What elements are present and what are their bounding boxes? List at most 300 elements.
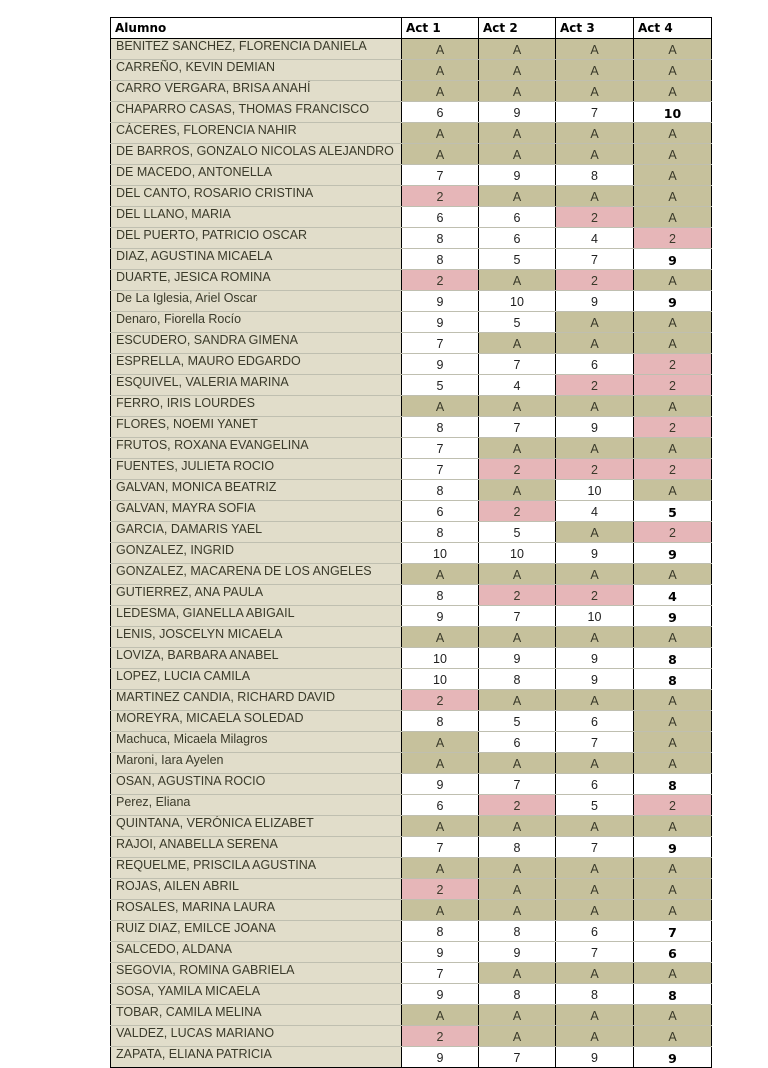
grade-act-1: 8	[402, 711, 479, 732]
grade-act-2: 6	[479, 228, 556, 249]
grade-act-1: A	[402, 396, 479, 417]
grade-act-1: 2	[402, 879, 479, 900]
grade-act-2: 10	[479, 291, 556, 312]
grade-act-1: 9	[402, 354, 479, 375]
grade-act-4: 4	[634, 585, 712, 606]
table-row	[111, 39, 712, 60]
grade-act-2: A	[479, 816, 556, 837]
grade-act-3: A	[556, 60, 634, 81]
grade-act-3: A	[556, 627, 634, 648]
student-name: BENITEZ SANCHEZ, FLORENCIA DANIELA	[111, 39, 402, 60]
table-row	[111, 501, 712, 522]
grade-act-4: A	[634, 81, 712, 102]
grade-act-2: 10	[479, 543, 556, 564]
table-row	[111, 795, 712, 816]
grade-act-2: A	[479, 480, 556, 501]
grade-act-2: A	[479, 690, 556, 711]
grade-act-3: 2	[556, 207, 634, 228]
grade-act-4: A	[634, 1026, 712, 1047]
grade-act-1: 10	[402, 543, 479, 564]
grade-act-1: 9	[402, 984, 479, 1005]
grade-act-1: 7	[402, 438, 479, 459]
table-row	[111, 207, 712, 228]
grade-act-3: 7	[556, 942, 634, 963]
grade-act-2: 7	[479, 417, 556, 438]
grade-act-1: 7	[402, 963, 479, 984]
grade-act-3: 6	[556, 774, 634, 795]
grade-act-4: 2	[634, 795, 712, 816]
table-row	[111, 690, 712, 711]
grade-act-1: A	[402, 123, 479, 144]
table-row	[111, 291, 712, 312]
student-name: ESPRELLA, MAURO EDGARDO	[111, 354, 402, 375]
grade-act-2: A	[479, 144, 556, 165]
grade-act-3: 9	[556, 291, 634, 312]
grade-act-1: A	[402, 753, 479, 774]
grade-act-2: A	[479, 879, 556, 900]
table-row	[111, 837, 712, 858]
grade-act-4: 6	[634, 942, 712, 963]
grade-act-1: 9	[402, 312, 479, 333]
grade-act-4: 8	[634, 984, 712, 1005]
grade-act-4: A	[634, 333, 712, 354]
table-row	[111, 438, 712, 459]
grade-act-3: A	[556, 81, 634, 102]
grade-act-1: 2	[402, 186, 479, 207]
table-row	[111, 627, 712, 648]
grade-act-3: A	[556, 963, 634, 984]
table-row	[111, 984, 712, 1005]
table-row	[111, 186, 712, 207]
grade-act-2: 8	[479, 669, 556, 690]
table-row	[111, 459, 712, 480]
student-name: Perez, Eliana	[111, 795, 402, 816]
student-name: FUENTES, JULIETA ROCIO	[111, 459, 402, 480]
grade-act-2: A	[479, 858, 556, 879]
grade-act-2: 5	[479, 312, 556, 333]
table-header	[111, 18, 712, 39]
grade-act-3: 4	[556, 228, 634, 249]
student-name: MARTINEZ CANDIA, RICHARD DAVID	[111, 690, 402, 711]
grade-act-4: A	[634, 123, 712, 144]
grade-act-2: 7	[479, 1047, 556, 1068]
table-row	[111, 942, 712, 963]
table-row	[111, 333, 712, 354]
grade-act-4: 2	[634, 354, 712, 375]
grade-act-3: A	[556, 123, 634, 144]
student-name: GONZALEZ, MACARENA DE LOS ANGELES	[111, 564, 402, 585]
grade-act-2: A	[479, 396, 556, 417]
student-name: GONZALEZ, INGRID	[111, 543, 402, 564]
grade-act-3: A	[556, 39, 634, 60]
table-row	[111, 144, 712, 165]
header-act-1: Act 1	[402, 18, 479, 39]
grade-act-2: 7	[479, 774, 556, 795]
grade-act-1: 6	[402, 795, 479, 816]
grade-act-1: 9	[402, 291, 479, 312]
table-row	[111, 753, 712, 774]
grade-act-2: A	[479, 123, 556, 144]
student-name: FERRO, IRIS LOURDES	[111, 396, 402, 417]
grade-act-2: 5	[479, 249, 556, 270]
grade-act-3: 7	[556, 102, 634, 123]
grade-act-1: 10	[402, 648, 479, 669]
grade-act-1: 9	[402, 942, 479, 963]
header-alumno: Alumno	[111, 18, 402, 39]
grade-act-2: A	[479, 753, 556, 774]
grade-act-3: 4	[556, 501, 634, 522]
grade-act-4: 7	[634, 921, 712, 942]
grade-act-2: 5	[479, 711, 556, 732]
grade-act-3: 6	[556, 921, 634, 942]
grade-act-4: 9	[634, 291, 712, 312]
student-name: RAJOI, ANABELLA SERENA	[111, 837, 402, 858]
grade-act-1: 9	[402, 774, 479, 795]
grade-act-4: A	[634, 207, 712, 228]
student-name: GARCIA, DAMARIS YAEL	[111, 522, 402, 543]
student-name: GALVAN, MONICA BEATRIZ	[111, 480, 402, 501]
student-name: RUIZ DIAZ, EMILCE JOANA	[111, 921, 402, 942]
grade-act-3: A	[556, 900, 634, 921]
grade-act-2: A	[479, 627, 556, 648]
grade-act-3: A	[556, 1005, 634, 1026]
student-name: Denaro, Fiorella Rocío	[111, 312, 402, 333]
grade-act-4: A	[634, 711, 712, 732]
grade-act-1: 7	[402, 333, 479, 354]
grade-act-3: 8	[556, 984, 634, 1005]
grade-act-2: A	[479, 1026, 556, 1047]
header-row	[111, 18, 712, 39]
grade-act-4: 9	[634, 837, 712, 858]
grade-act-4: A	[634, 165, 712, 186]
grade-act-2: 9	[479, 165, 556, 186]
grade-act-1: A	[402, 1005, 479, 1026]
student-name: DIAZ, AGUSTINA MICAELA	[111, 249, 402, 270]
grade-act-1: 7	[402, 837, 479, 858]
grade-act-3: A	[556, 522, 634, 543]
grade-act-1: 8	[402, 480, 479, 501]
grade-act-2: A	[479, 81, 556, 102]
grade-act-2: 9	[479, 942, 556, 963]
student-name: MOREYRA, MICAELA SOLEDAD	[111, 711, 402, 732]
grade-act-3: A	[556, 564, 634, 585]
grade-act-3: 7	[556, 732, 634, 753]
grade-act-4: A	[634, 60, 712, 81]
grades-table	[110, 17, 712, 1068]
grade-act-3: A	[556, 858, 634, 879]
grade-act-2: A	[479, 900, 556, 921]
grade-act-2: 8	[479, 984, 556, 1005]
grade-act-2: 7	[479, 354, 556, 375]
grade-act-1: A	[402, 60, 479, 81]
table-row	[111, 375, 712, 396]
table-row	[111, 102, 712, 123]
grade-act-1: 7	[402, 459, 479, 480]
grade-act-2: 2	[479, 795, 556, 816]
student-name: LENIS, JOSCELYN MICAELA	[111, 627, 402, 648]
table-row	[111, 606, 712, 627]
grade-act-1: A	[402, 732, 479, 753]
student-name: FRUTOS, ROXANA EVANGELINA	[111, 438, 402, 459]
student-name: De La Iglesia, Ariel Oscar	[111, 291, 402, 312]
grade-act-3: 6	[556, 354, 634, 375]
grade-act-2: A	[479, 60, 556, 81]
grade-act-1: 2	[402, 1026, 479, 1047]
grade-act-2: 7	[479, 606, 556, 627]
student-name: CARRO VERGARA, BRISA ANAHÍ	[111, 81, 402, 102]
table-row	[111, 648, 712, 669]
grade-act-2: A	[479, 1005, 556, 1026]
student-name: FLORES, NOEMI YANET	[111, 417, 402, 438]
table-row	[111, 1047, 712, 1068]
grade-act-3: 2	[556, 270, 634, 291]
header-act-3: Act 3	[556, 18, 634, 39]
grade-act-4: 5	[634, 501, 712, 522]
student-name: LOPEZ, LUCIA CAMILA	[111, 669, 402, 690]
grade-act-3: 6	[556, 711, 634, 732]
grade-act-4: A	[634, 186, 712, 207]
student-name: CÁCERES, FLORENCIA NAHIR	[111, 123, 402, 144]
student-name: Machuca, Micaela Milagros	[111, 732, 402, 753]
grade-act-4: A	[634, 879, 712, 900]
grade-act-1: A	[402, 900, 479, 921]
grade-act-4: 9	[634, 543, 712, 564]
grade-act-4: A	[634, 963, 712, 984]
table-row	[111, 900, 712, 921]
table-row	[111, 1005, 712, 1026]
grade-act-2: 2	[479, 459, 556, 480]
grade-act-2: 8	[479, 837, 556, 858]
table-row	[111, 480, 712, 501]
grade-act-1: 2	[402, 690, 479, 711]
table-row	[111, 963, 712, 984]
grade-act-4: 9	[634, 1047, 712, 1068]
student-name: LOVIZA, BARBARA ANABEL	[111, 648, 402, 669]
grade-act-1: A	[402, 858, 479, 879]
grade-act-2: 5	[479, 522, 556, 543]
table-row	[111, 711, 712, 732]
grade-act-1: A	[402, 564, 479, 585]
grade-act-3: A	[556, 438, 634, 459]
table-row	[111, 669, 712, 690]
table-row	[111, 879, 712, 900]
table-row	[111, 921, 712, 942]
grade-act-1: 5	[402, 375, 479, 396]
grade-act-2: 6	[479, 207, 556, 228]
grade-act-2: A	[479, 270, 556, 291]
grade-act-3: 7	[556, 249, 634, 270]
student-name: QUINTANA, VERÓNICA ELIZABET	[111, 816, 402, 837]
grade-act-4: A	[634, 753, 712, 774]
grade-act-1: 2	[402, 270, 479, 291]
table-row	[111, 417, 712, 438]
grade-act-1: A	[402, 816, 479, 837]
grade-act-1: 8	[402, 249, 479, 270]
grade-act-1: A	[402, 144, 479, 165]
grade-act-4: A	[634, 732, 712, 753]
grade-act-1: 8	[402, 921, 479, 942]
table-body	[111, 39, 712, 1068]
grade-act-3: A	[556, 312, 634, 333]
grade-act-4: 8	[634, 669, 712, 690]
grade-act-2: 9	[479, 102, 556, 123]
grade-act-1: 9	[402, 1047, 479, 1068]
student-name: SALCEDO, ALDANA	[111, 942, 402, 963]
grade-act-4: A	[634, 816, 712, 837]
student-name: DEL PUERTO, PATRICIO OSCAR	[111, 228, 402, 249]
grade-act-3: 2	[556, 375, 634, 396]
grade-act-3: 2	[556, 459, 634, 480]
grade-act-2: 8	[479, 921, 556, 942]
header-act-2: Act 2	[479, 18, 556, 39]
grade-act-3: A	[556, 144, 634, 165]
table-row	[111, 249, 712, 270]
grade-act-1: 6	[402, 207, 479, 228]
student-name: SEGOVIA, ROMINA GABRIELA	[111, 963, 402, 984]
grade-act-3: A	[556, 816, 634, 837]
grade-act-1: 7	[402, 165, 479, 186]
grade-act-4: 2	[634, 375, 712, 396]
grade-act-2: A	[479, 564, 556, 585]
grade-act-1: A	[402, 81, 479, 102]
grade-act-3: A	[556, 690, 634, 711]
grade-act-4: A	[634, 564, 712, 585]
grade-act-3: 5	[556, 795, 634, 816]
student-name: CARREÑO, KEVIN DEMIAN	[111, 60, 402, 81]
grade-act-3: 10	[556, 606, 634, 627]
student-name: DEL LLANO, MARIA	[111, 207, 402, 228]
grade-act-1: 8	[402, 585, 479, 606]
grade-act-4: 9	[634, 249, 712, 270]
grade-act-3: 9	[556, 1047, 634, 1068]
grade-act-1: 6	[402, 102, 479, 123]
student-name: DE BARROS, GONZALO NICOLAS ALEJANDRO	[111, 144, 402, 165]
grade-act-4: A	[634, 480, 712, 501]
grade-act-3: 7	[556, 837, 634, 858]
grade-act-4: A	[634, 396, 712, 417]
header-act-4: Act 4	[634, 18, 712, 39]
student-name: DEL CANTO, ROSARIO CRISTINA	[111, 186, 402, 207]
grade-act-3: A	[556, 186, 634, 207]
student-name: TOBAR, CAMILA MELINA	[111, 1005, 402, 1026]
grade-act-1: A	[402, 39, 479, 60]
grade-act-3: 9	[556, 648, 634, 669]
grade-act-4: 2	[634, 522, 712, 543]
student-name: ZAPATA, ELIANA PATRICIA	[111, 1047, 402, 1068]
grade-act-3: A	[556, 753, 634, 774]
grade-act-4: A	[634, 858, 712, 879]
grade-act-4: A	[634, 39, 712, 60]
grade-act-4: A	[634, 270, 712, 291]
grade-act-2: A	[479, 186, 556, 207]
table-row	[111, 816, 712, 837]
grade-act-3: 8	[556, 165, 634, 186]
grade-act-2: 2	[479, 585, 556, 606]
grade-act-1: 8	[402, 522, 479, 543]
table-row	[111, 1026, 712, 1047]
student-name: Maroni, Iara Ayelen	[111, 753, 402, 774]
student-name: SOSA, YAMILA MICAELA	[111, 984, 402, 1005]
student-name: OSAN, AGUSTINA ROCIO	[111, 774, 402, 795]
grade-act-4: 9	[634, 606, 712, 627]
student-name: DUARTE, JESICA ROMINA	[111, 270, 402, 291]
table-row	[111, 270, 712, 291]
table-row	[111, 354, 712, 375]
grade-act-4: 2	[634, 228, 712, 249]
grade-act-3: A	[556, 1026, 634, 1047]
grade-act-2: 4	[479, 375, 556, 396]
grade-act-2: 6	[479, 732, 556, 753]
table-row	[111, 60, 712, 81]
table-row	[111, 858, 712, 879]
grade-act-1: 6	[402, 501, 479, 522]
grade-act-4: 8	[634, 648, 712, 669]
student-name: ESCUDERO, SANDRA GIMENA	[111, 333, 402, 354]
grade-act-2: A	[479, 39, 556, 60]
grade-act-1: 8	[402, 417, 479, 438]
table-row	[111, 522, 712, 543]
table-row	[111, 228, 712, 249]
student-name: GALVAN, MAYRA SOFIA	[111, 501, 402, 522]
grade-act-3: A	[556, 879, 634, 900]
grade-act-1: 8	[402, 228, 479, 249]
table-row	[111, 543, 712, 564]
grade-act-4: 10	[634, 102, 712, 123]
grade-act-3: A	[556, 396, 634, 417]
grade-act-1: 9	[402, 606, 479, 627]
table-row	[111, 396, 712, 417]
grade-act-2: A	[479, 333, 556, 354]
student-name: ESQUIVEL, VALERIA MARINA	[111, 375, 402, 396]
grade-act-4: A	[634, 900, 712, 921]
table-row	[111, 165, 712, 186]
grade-act-2: A	[479, 963, 556, 984]
grade-act-4: A	[634, 690, 712, 711]
grade-act-4: A	[634, 1005, 712, 1026]
grade-act-2: 9	[479, 648, 556, 669]
table-row	[111, 585, 712, 606]
grade-act-1: A	[402, 627, 479, 648]
grade-act-4: A	[634, 627, 712, 648]
grade-act-2: A	[479, 438, 556, 459]
grade-act-4: 8	[634, 774, 712, 795]
grade-act-4: 2	[634, 459, 712, 480]
table-row	[111, 123, 712, 144]
student-name: DE MACEDO, ANTONELLA	[111, 165, 402, 186]
student-name: GUTIERREZ, ANA PAULA	[111, 585, 402, 606]
grade-act-3: 9	[556, 669, 634, 690]
grade-act-1: 10	[402, 669, 479, 690]
grade-act-3: 9	[556, 417, 634, 438]
grade-act-3: A	[556, 333, 634, 354]
student-name: REQUELME, PRISCILA AGUSTINA	[111, 858, 402, 879]
grade-act-3: 2	[556, 585, 634, 606]
table-row	[111, 732, 712, 753]
student-name: VALDEZ, LUCAS MARIANO	[111, 1026, 402, 1047]
table-row	[111, 81, 712, 102]
grade-act-4: A	[634, 438, 712, 459]
student-name: ROSALES, MARINA LAURA	[111, 900, 402, 921]
grade-act-4: A	[634, 144, 712, 165]
table-row	[111, 312, 712, 333]
table-row	[111, 774, 712, 795]
grade-act-4: 2	[634, 417, 712, 438]
student-name: LEDESMA, GIANELLA ABIGAIL	[111, 606, 402, 627]
grade-act-4: A	[634, 312, 712, 333]
student-name: CHAPARRO CASAS, THOMAS FRANCISCO	[111, 102, 402, 123]
grade-act-3: 10	[556, 480, 634, 501]
table-row	[111, 564, 712, 585]
